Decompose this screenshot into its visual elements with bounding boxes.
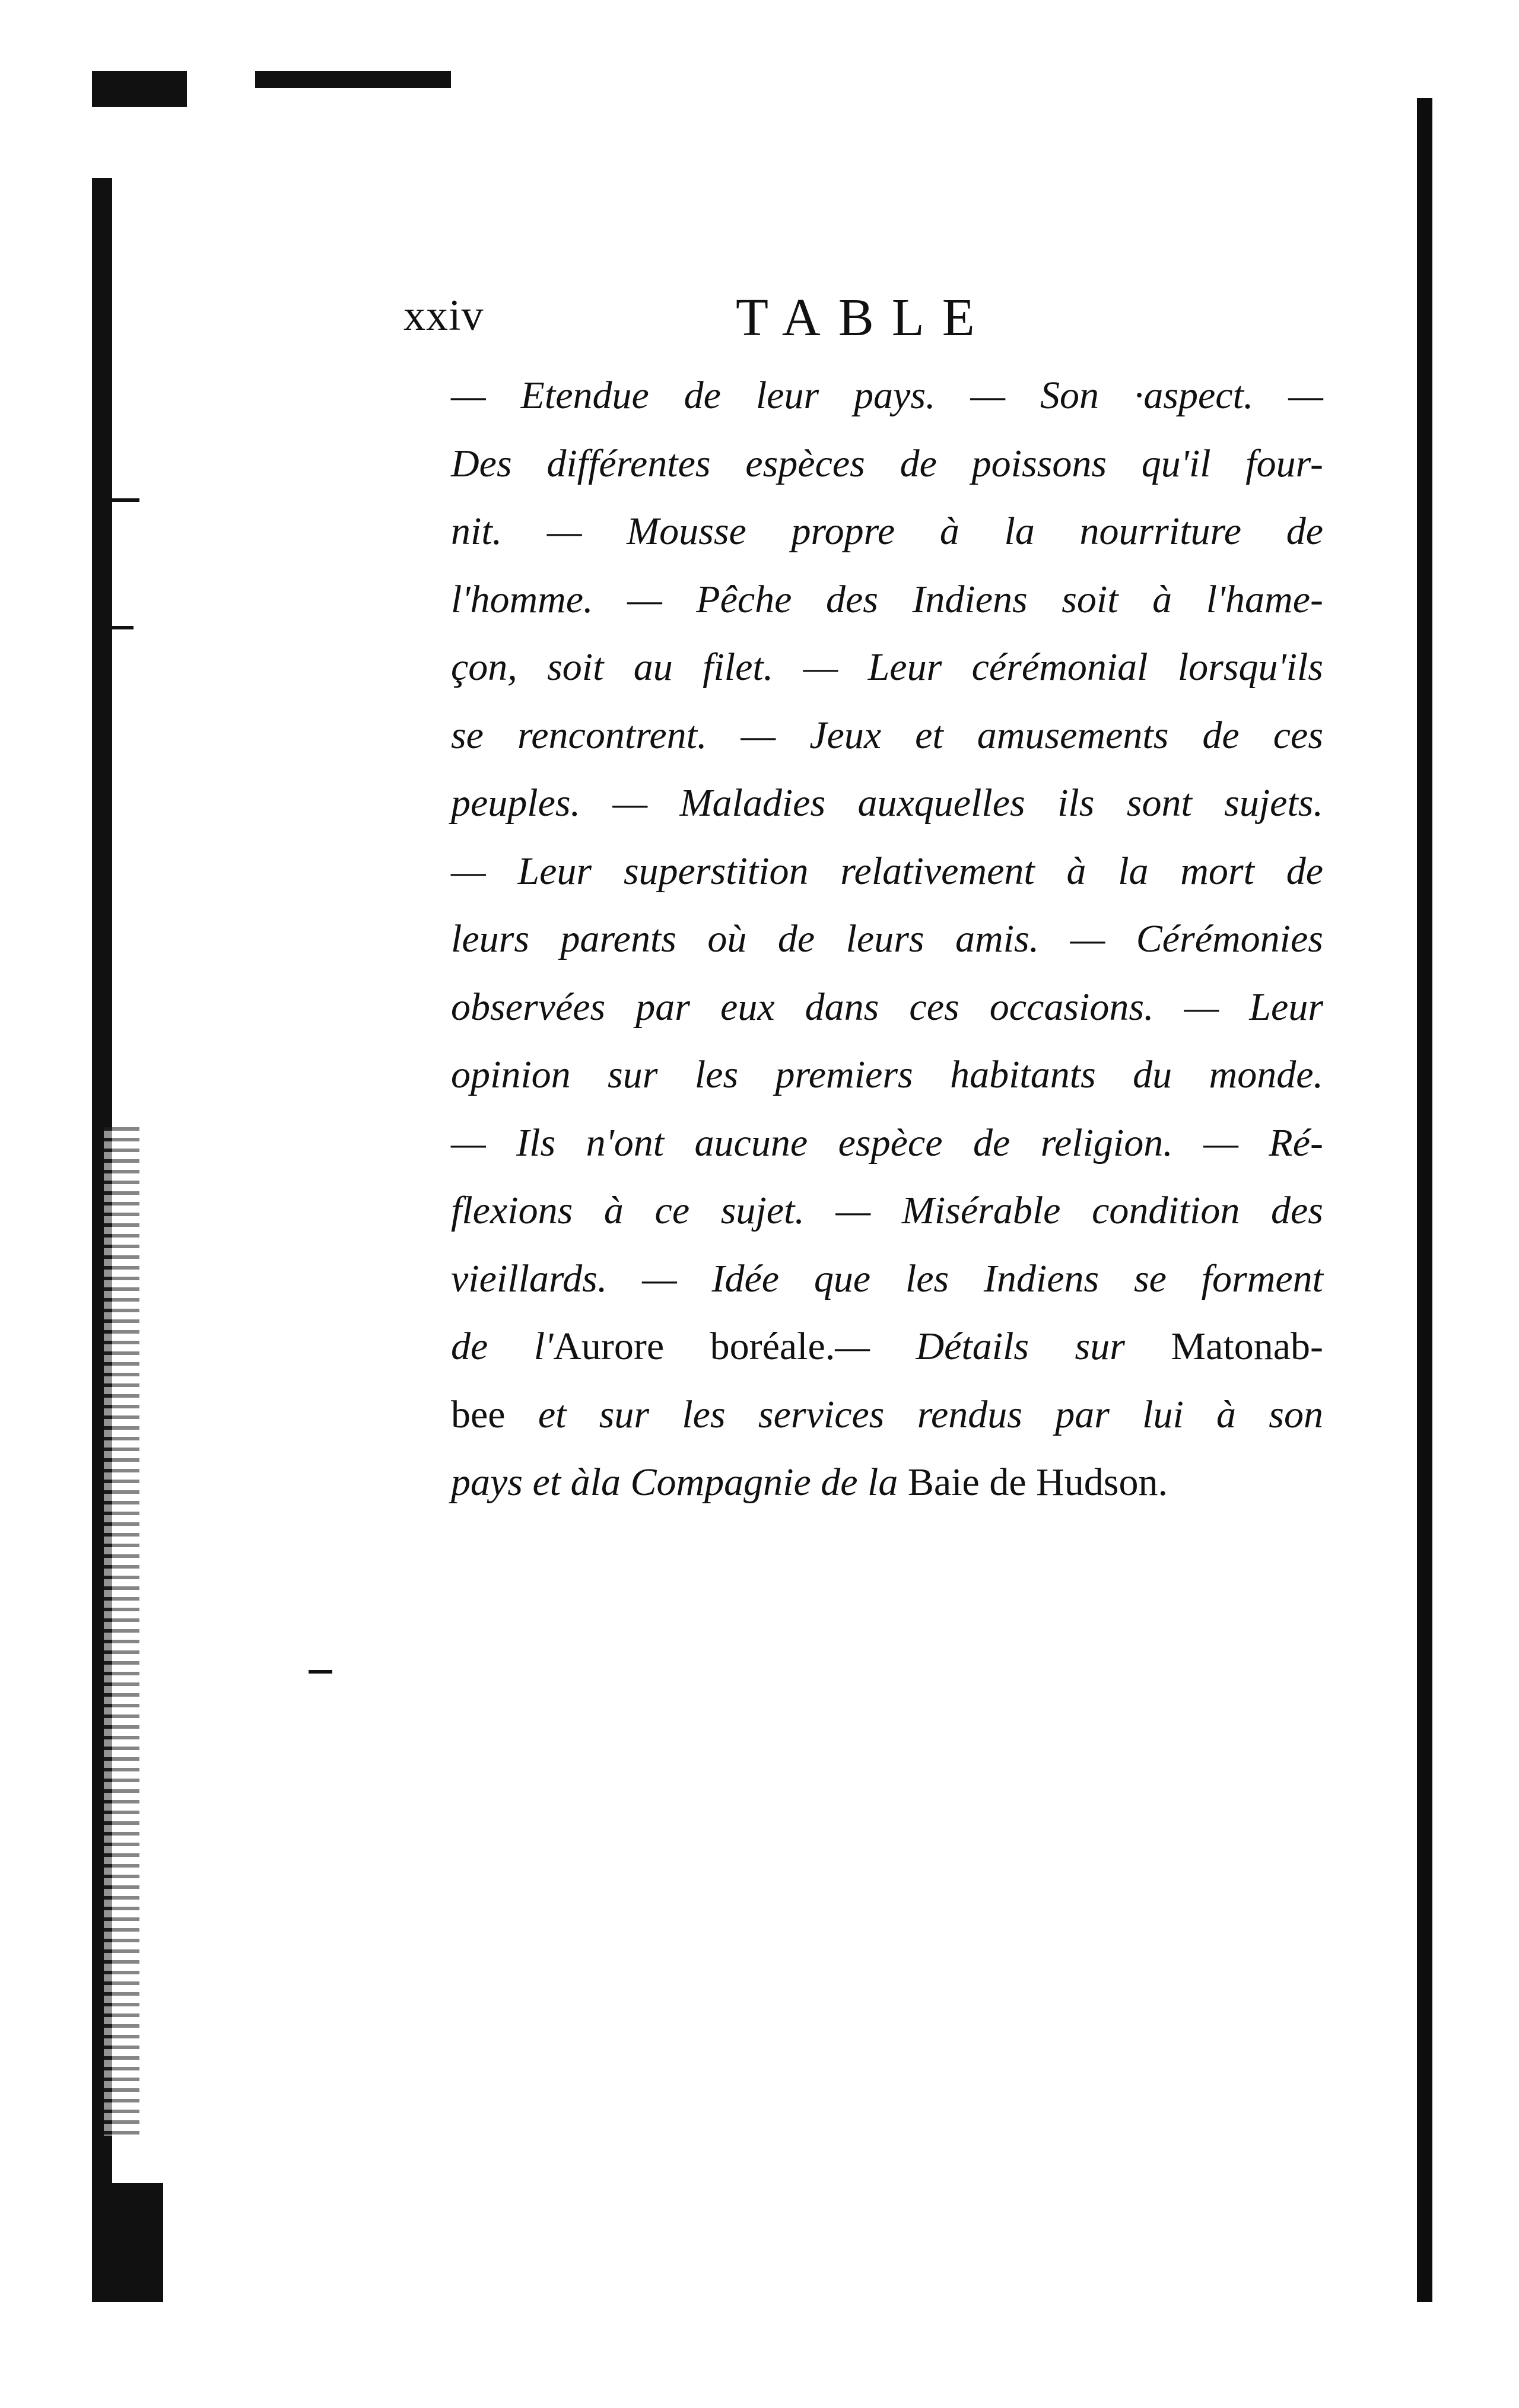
- text-segment: observées par eux dans ces occasions. — Leur: [451, 985, 1323, 1029]
- text-segment: flexions à ce sujet. — Misérable condition des: [451, 1189, 1323, 1232]
- scan-top-left-mark: [92, 71, 187, 107]
- text-segment: peuples. — Maladies auxquelles ils sont sujets.: [451, 781, 1323, 825]
- text-segment: nit. — Mousse propre à la nourriture de: [451, 510, 1323, 553]
- text-line: [451, 1381, 1323, 1449]
- page-header: [403, 279, 1329, 368]
- text-line: [451, 702, 1323, 770]
- text-segment: çon, soit au filet. — Leur cérémonial lorsqu'ils: [451, 645, 1323, 689]
- text-line: [451, 1449, 1323, 1517]
- page-number: xxiv: [403, 291, 484, 340]
- text-segment: leurs parents où de leurs amis. — Cérémonies: [451, 917, 1323, 960]
- running-title: TABLE: [736, 288, 993, 347]
- text-line: [451, 362, 1323, 430]
- text-line: [451, 1177, 1323, 1245]
- text-segment: — Leur superstition relativement à la mort de: [451, 849, 1323, 893]
- text-line: [451, 905, 1323, 974]
- text-segment: pays et àla Compagnie de la: [451, 1461, 908, 1504]
- scan-tick: [309, 1670, 332, 1674]
- text-segment: Matonab-: [1171, 1325, 1323, 1368]
- text-line: [451, 1109, 1323, 1178]
- text-segment: — Ils n'ont aucune espèce de religion. — Ré-: [451, 1121, 1323, 1165]
- text-segment: l'homme. — Pêche des Indiens soit à l'hame-: [451, 577, 1323, 621]
- text-segment: — Détails sur: [835, 1325, 1171, 1368]
- text-line: [451, 566, 1323, 634]
- text-segment: de l': [451, 1325, 554, 1368]
- text-segment: Aurore boréale.: [553, 1325, 835, 1368]
- book-page: [403, 279, 1329, 1504]
- scan-tick: [104, 498, 139, 502]
- scan-top-mark: [255, 71, 451, 88]
- text-line: [451, 1041, 1323, 1109]
- text-line: [451, 769, 1323, 838]
- text-segment: Des différentes espèces de poissons qu'il four-: [451, 441, 1323, 485]
- text-line: [451, 1313, 1323, 1381]
- text-segment: bee: [451, 1392, 538, 1436]
- text-line: [451, 974, 1323, 1042]
- text-segment: et sur les services rendus par lui à son: [538, 1392, 1323, 1436]
- text-segment: opinion sur les premiers habitants du monde.: [451, 1053, 1323, 1096]
- text-segment: Baie de Hudson.: [907, 1461, 1168, 1504]
- scan-tick: [104, 626, 134, 629]
- scan-right-bar: [1417, 98, 1432, 2302]
- text-line: [451, 498, 1323, 566]
- text-line: [451, 634, 1323, 702]
- text-segment: — Etendue de leur pays. — Son ·aspect. —: [451, 374, 1323, 417]
- scan-left-speckle: [104, 1127, 139, 2136]
- table-of-contents-text: [451, 362, 1323, 1517]
- text-line: [451, 430, 1323, 498]
- text-line: [451, 838, 1323, 906]
- text-segment: vieillards. — Idée que les Indiens se forment: [451, 1257, 1323, 1300]
- text-line: [451, 1245, 1323, 1313]
- text-segment: se rencontrent. — Jeux et amusements de ces: [451, 713, 1323, 757]
- scan-bottom-left-mark: [92, 2183, 163, 2302]
